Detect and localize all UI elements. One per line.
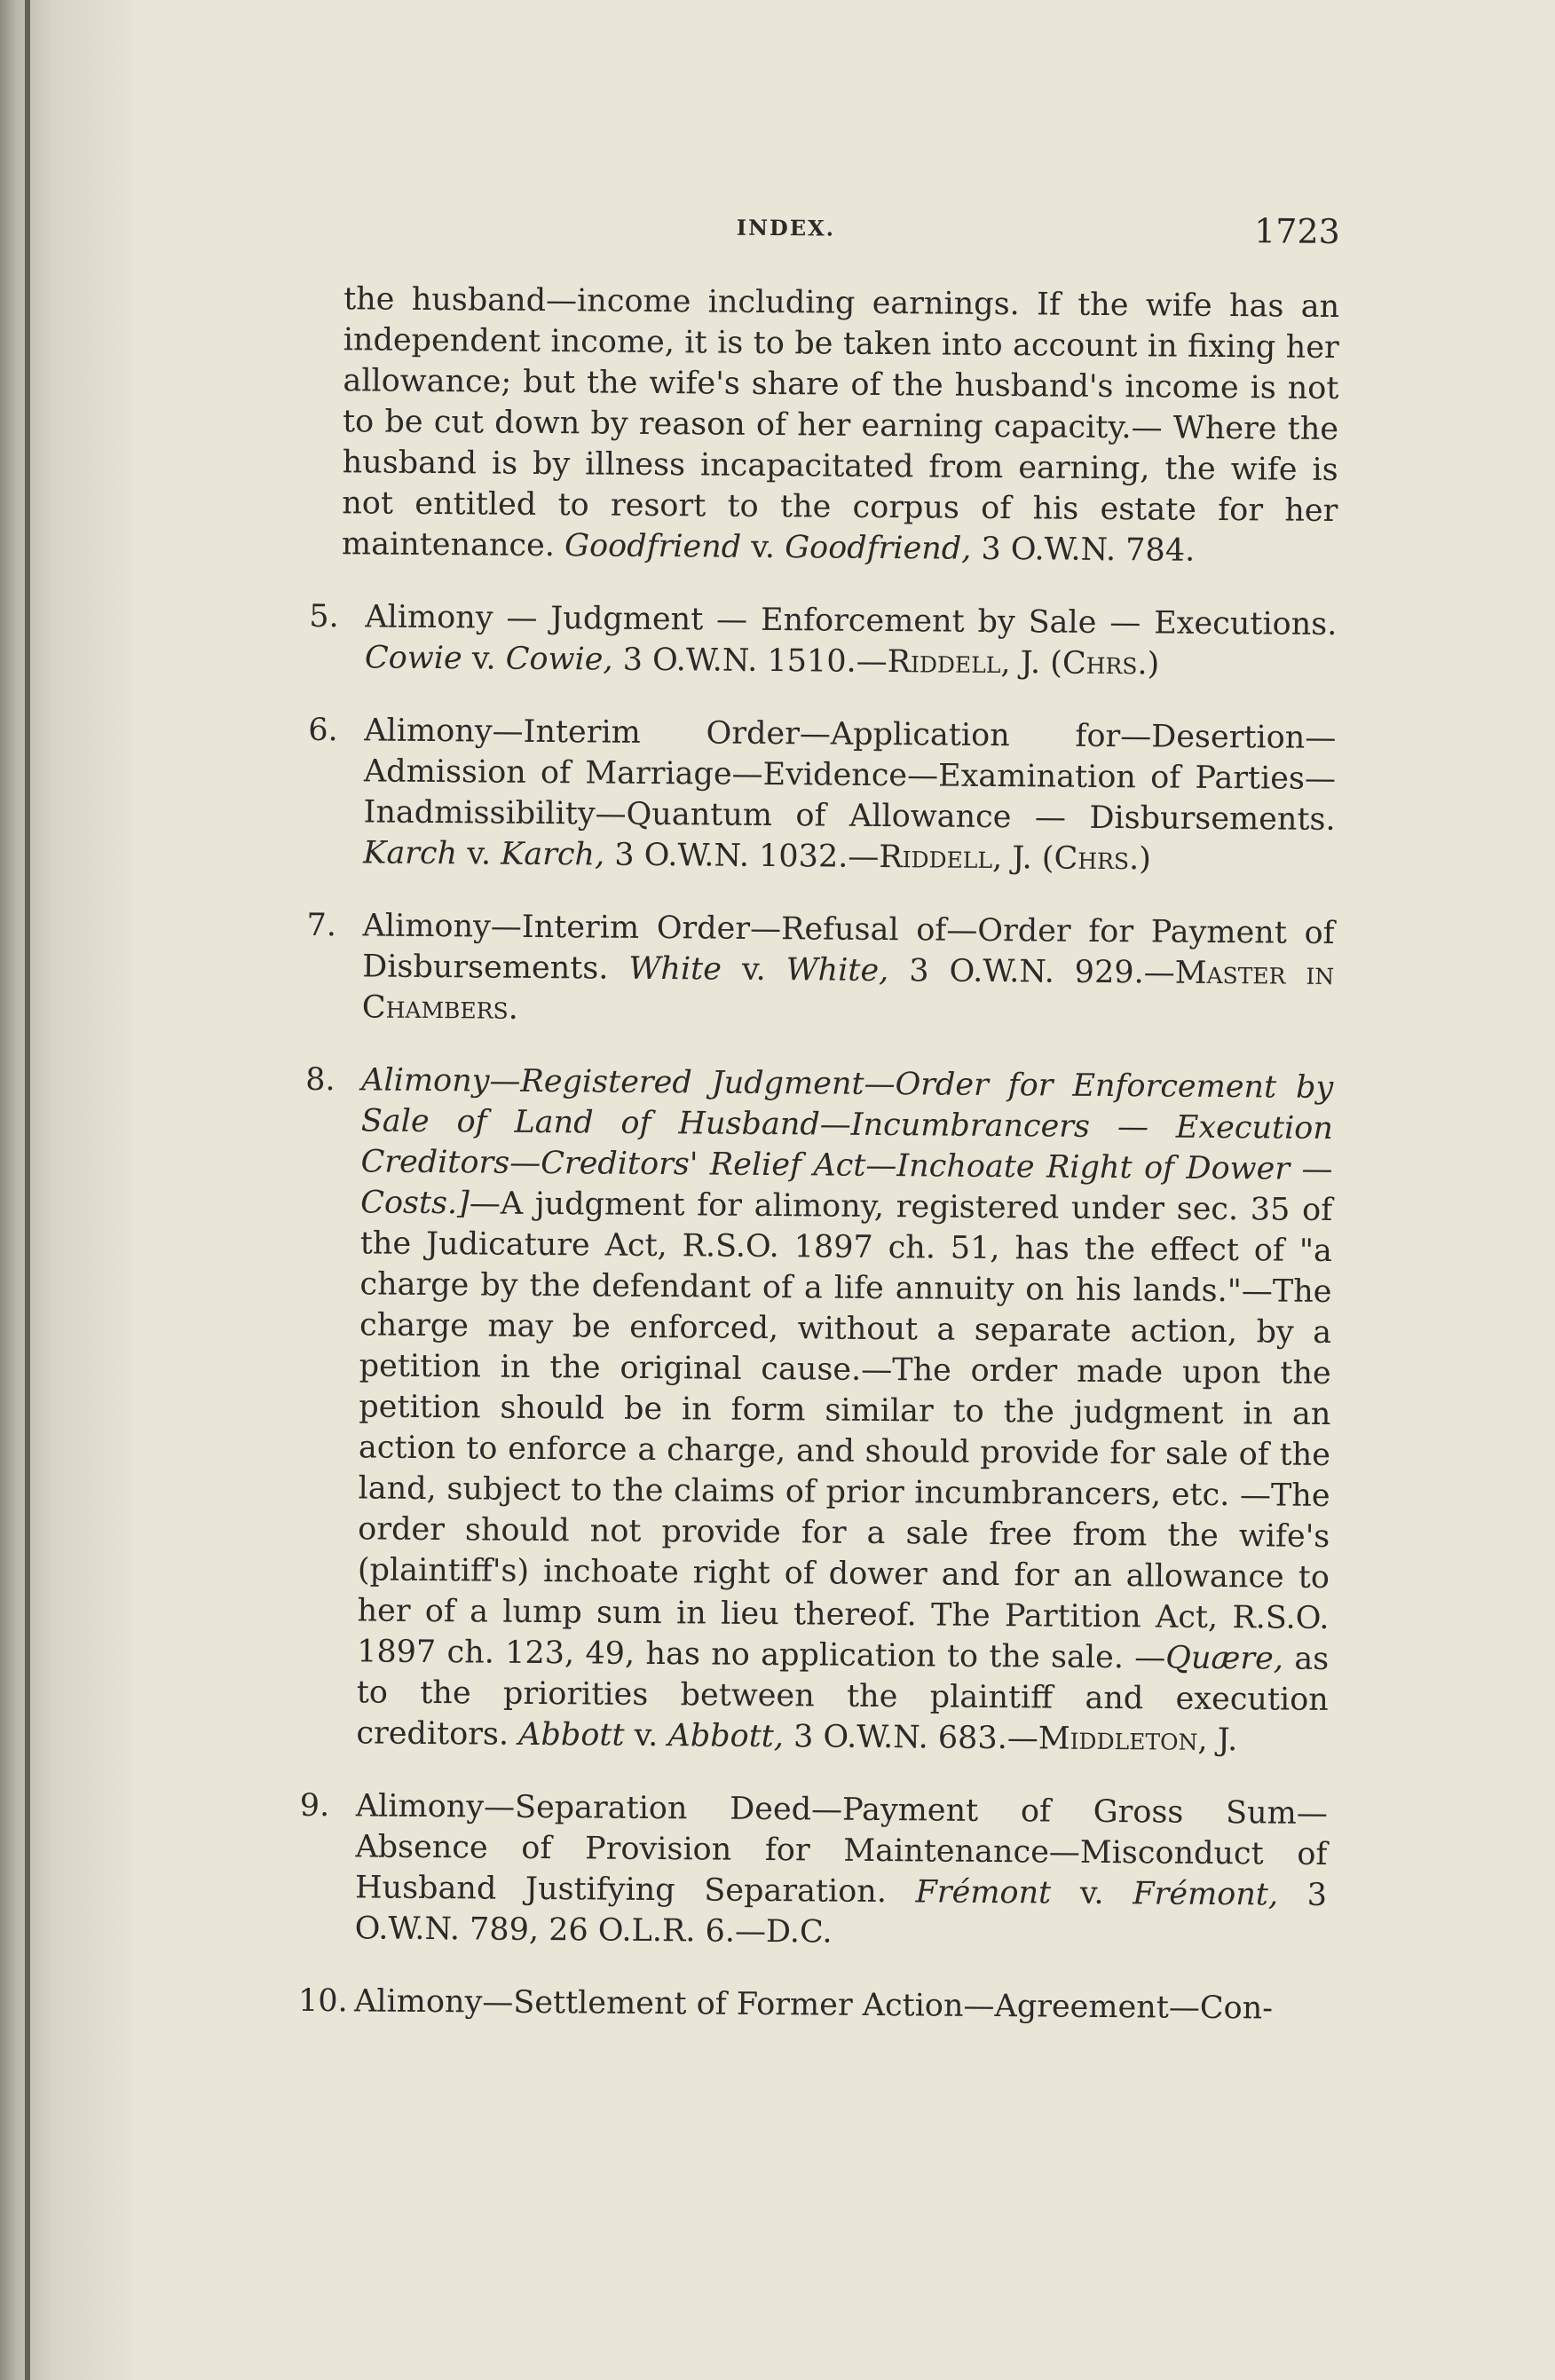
entry-text: —A judgment for alimony, registered under sec. 35 of the Judicature Act, R.S.O. 1897 ch. 51, has the effect of "a charge by the defendant of a life annuity on his lands."—The charge may be enforced, without a separate action, by a petition in the original cause.—The order made upon the petition should be in form similar to the judgment in an action to enforce a charge, and should provide for sale of the land, subject to the claims of prior incumbrancers, etc. —The order should not provide for a sale free from the wife's (plaintiff's) inchoate right of dower and for an allowance to her of a lump sum in lieu thereof. The Partition Act, R.S.O. 1897 ch. 123, 49, has no application to the sale. — (357, 1186, 1333, 1676)
entry-number: 6. (308, 712, 338, 749)
case-name-defendant: Karch, (501, 836, 605, 873)
versus: v. (471, 641, 496, 677)
continued-entry (317, 279, 1339, 572)
entry-number: 5. (309, 598, 339, 635)
citation: 3 O.W.N. 1032.— (614, 837, 880, 875)
entry-text: the husband—income including earnings. If the wife has an independent income, it is to be taken into account in fixing her allowance; but the wife's share of the husband's income is not to be cut down by reason of her earning capacity.— Where the husband is by illness incapacitated from earning, the wife is not entitled to resort to the corpus of his estate for her maintenance. (341, 281, 1340, 564)
case-name-defendant: White, (785, 952, 889, 989)
entry-text: Alimony—Interim Order—Application for—Desertion—Admission of Marriage—Evidence—Examination of Parties—Inadmissibility—Quantum of Allowance — Disbursements. (363, 713, 1337, 839)
case-name-plaintiff: Frémont (915, 1874, 1052, 1911)
case-name-defendant: Abbott, (667, 1718, 785, 1755)
case-name-plaintiff: White (628, 950, 722, 988)
versus: v. (741, 951, 766, 988)
quaere: Quære, (1165, 1640, 1284, 1677)
entry-number: 7. (306, 907, 337, 944)
case-name-plaintiff: Abbott (518, 1716, 625, 1753)
entry-text: Alimony—Interim Order—Refusal of—Order for Payment of Disbursements. (362, 908, 1335, 987)
index-entry-5 (309, 596, 1338, 686)
page-number: 1723 (1253, 211, 1340, 252)
index-entry-10 (297, 1981, 1326, 2029)
entry-number: 8. (305, 1061, 335, 1099)
entry-number: 9. (299, 1787, 330, 1824)
entry-number: 10. (297, 1982, 348, 2020)
citation: 3 O.W.N. 789, 26 O.L.R. 6.—D.C. (354, 1877, 1328, 1950)
case-name-plaintiff: Goodfriend (564, 528, 742, 565)
judge: Riddell, J. (Chrs.) (887, 644, 1160, 682)
index-entry-6 (308, 710, 1337, 881)
running-head: INDEX. (736, 214, 836, 241)
entry-heading: Alimony—Registered Judgment—Order for Enforcement by Sale of Land of Husband—Incumbrancers — Execution Creditors—Creditors' Relief Act—Inchoate Right of Dower —Costs.] (360, 1062, 1334, 1222)
case-name-defendant: Cowie, (505, 641, 613, 678)
versus: v. (634, 1717, 659, 1754)
citation: 3 O.W.N. 929.— (909, 953, 1175, 991)
page-header (320, 204, 1340, 265)
citation: 3 O.W.N. 784. (981, 531, 1196, 569)
case-name-plaintiff: Cowie (364, 640, 462, 677)
index-entry-7 (306, 905, 1335, 1036)
entry-text: Alimony — Judgment — Enforcement by Sale — Executions. (365, 599, 1338, 643)
case-name-defendant: Goodfriend, (785, 530, 972, 567)
binding-edge (25, 0, 30, 2380)
index-entry-9 (299, 1785, 1328, 1957)
book-spine-shadow (0, 0, 133, 2380)
citation: 3 O.W.N. 683.— (793, 1719, 1038, 1757)
case-name-plaintiff: Karch (363, 835, 458, 872)
judge: Middleton, J. (1038, 1721, 1238, 1759)
case-name-defendant: Frémont, (1133, 1876, 1279, 1913)
versus: v. (751, 529, 776, 566)
versus: v. (1079, 1875, 1104, 1911)
entry-text: Alimony—Separation Deed—Payment of Gross Sum—Absence of Provision for Maintenance—Misconduct of Husband Justifying Separation. (354, 1788, 1328, 1911)
index-entry-8 (307, 1060, 1333, 1761)
entry-text-continued: as to the priorities between the plaintiff and execution creditors. (356, 1641, 1330, 1753)
entry-text: Alimony—Settlement of Former Action—Agreement—Con- (353, 1983, 1274, 2027)
citation: 3 O.W.N. 1510.— (622, 642, 888, 681)
judge: Master in Chambers. (361, 955, 1335, 1027)
judge: Riddell, J. (Chrs.) (879, 839, 1152, 878)
versus: v. (467, 836, 492, 872)
index-page (297, 204, 1340, 2029)
